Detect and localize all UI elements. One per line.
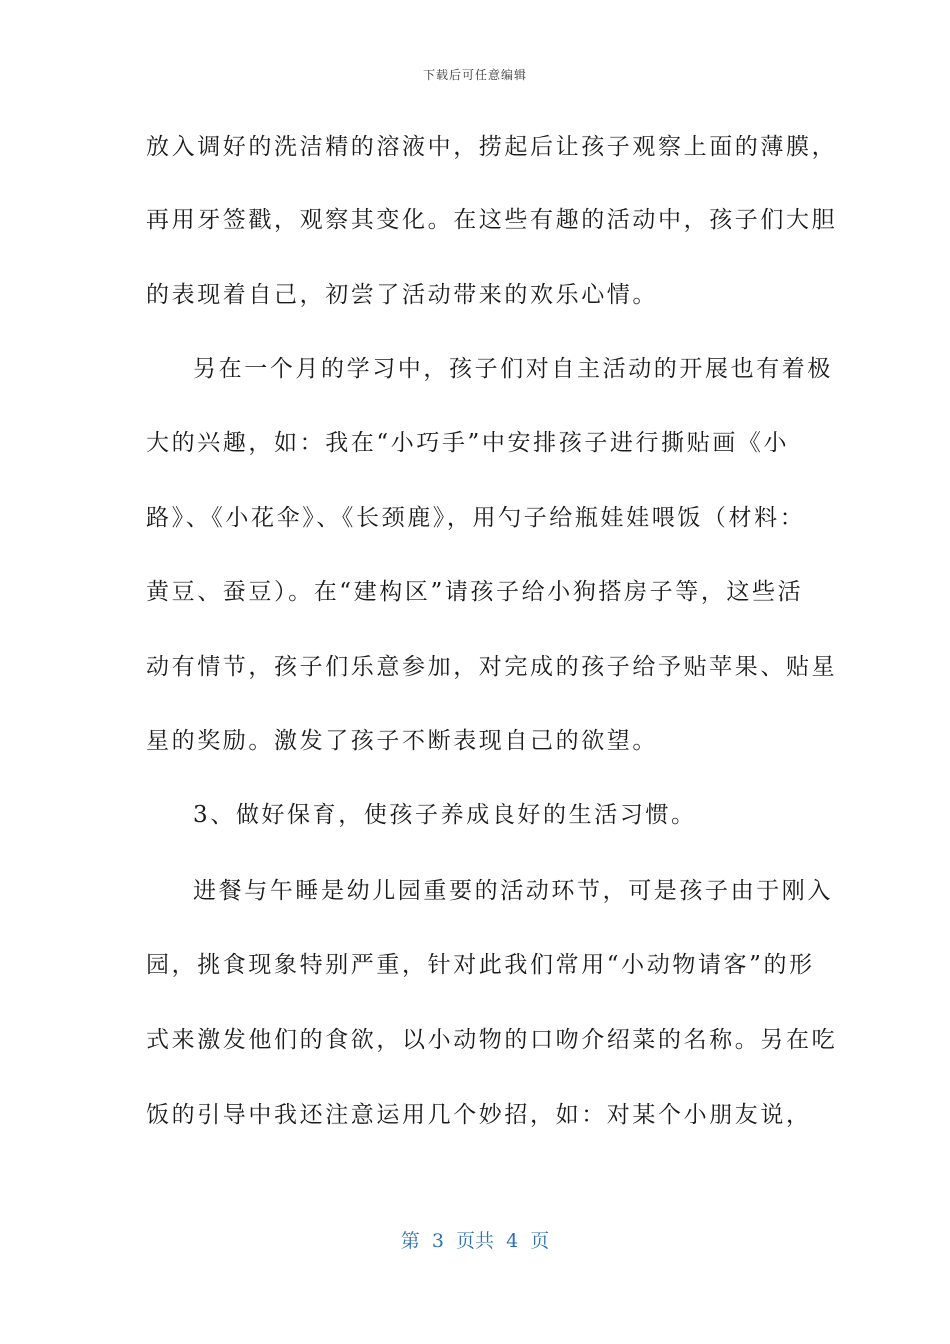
paragraph-first-line: 进餐与午睡是幼儿园重要的活动环节，可是孩子由于刚入: [193, 878, 833, 904]
body-line: 大的兴趣，如：我在“小巧手”中安排孩子进行撕贴画《小: [146, 430, 790, 456]
page-number-footer: 第 3 页共 4 页: [400, 1230, 550, 1252]
body-line: 黄豆、蚕豆）。在“建构区”请孩子给小狗搭房子等，这些活: [146, 579, 804, 605]
body-line: 星的奖励。激发了孩子不断表现自己的欲望。: [146, 728, 658, 754]
body-line: 饭的引导中我还注意运用几个妙招，如：对某个小朋友说，: [146, 1102, 812, 1128]
body-line: 再用牙签戳，观察其变化。在这些有趣的活动中，孩子们大胆: [146, 207, 838, 233]
body-line: 的表现着自己，初尝了活动带来的欢乐心情。: [146, 282, 658, 308]
paragraph-first-line: 另在一个月的学习中，孩子们对自主活动的开展也有着极: [193, 356, 833, 382]
page-header: 下载后可任意编辑: [422, 68, 527, 82]
section-heading: 3、做好保育，使孩子养成良好的生活习惯。: [193, 802, 697, 828]
body-line: 路》、《小花伞》、《长颈鹿》，用勺子给瓶娃娃喂饭（材料：: [146, 505, 806, 531]
body-line: 放入调好的洗洁精的溶液中，捞起后让孩子观察上面的薄膜，: [146, 134, 838, 160]
body-line: 园，挑食现象特别严重，针对此我们常用“小动物请客”的形: [146, 952, 815, 978]
body-line: 动有情节，孩子们乐意参加，对完成的孩子给予贴苹果、贴星: [146, 654, 838, 680]
body-line: 式来激发他们的食欲，以小动物的口吻介绍菜的名称。另在吃: [146, 1027, 838, 1053]
